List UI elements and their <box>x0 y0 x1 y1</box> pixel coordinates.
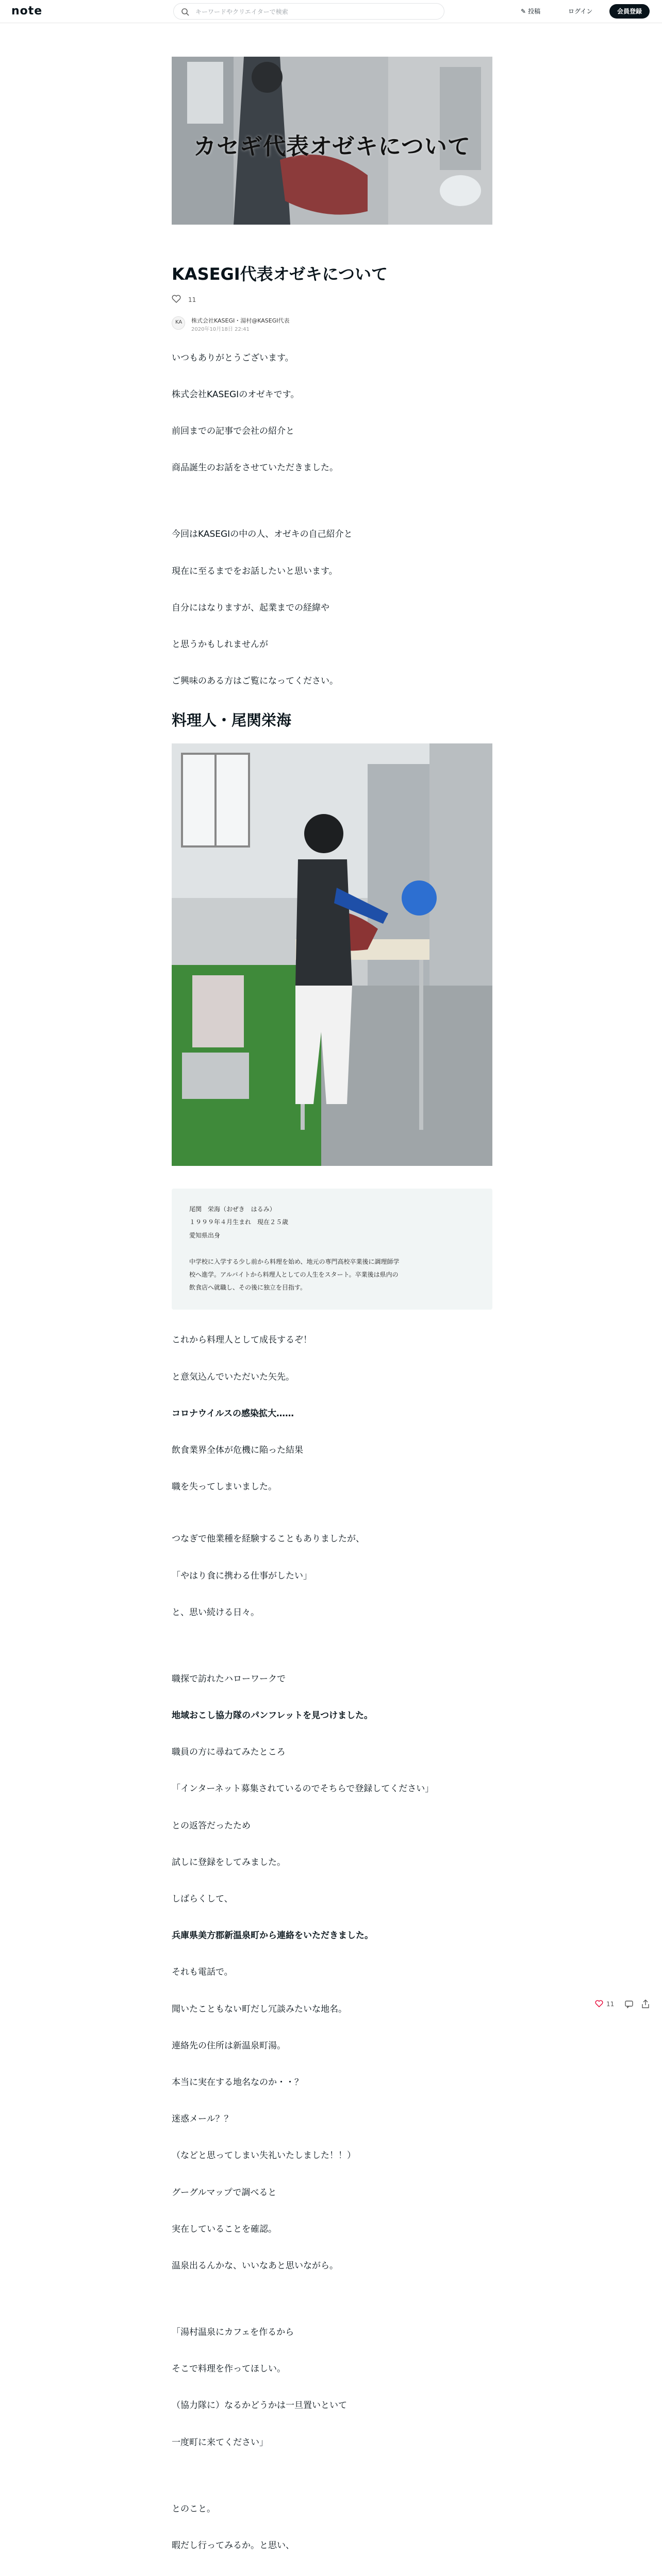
paragraph: そこで料理を作ってほしい。 <box>172 2364 286 2375</box>
paragraph: 「湯村温泉にカフェを作るから <box>172 2327 294 2338</box>
paragraph: 「やはり食に携わる仕事がしたい」 <box>172 1570 312 1581</box>
article-title: KASEGI代表オゼキについて <box>172 264 388 284</box>
paragraph-group-7 <box>172 2502 492 2576</box>
pen-icon: ✎ <box>521 8 526 15</box>
post-date: 2020年10月18日 22:41 <box>191 326 250 332</box>
paragraph: 「インターネット募集されているのでそちらで登録してください」 <box>172 1784 434 1794</box>
paragraph: 迷惑メール？？ <box>172 2114 233 2125</box>
paragraph: 株式会社KASEGIのオゼキです。 <box>172 389 300 400</box>
author-name[interactable]: 株式会社KASEGI・湯村@KASEGI代表 <box>191 317 290 324</box>
paragraph: 職探で訪れたハローワークで <box>172 1673 286 1684</box>
paragraph: グーグルマップで調べると <box>172 2187 277 2198</box>
profile-bio: 校へ進学。アルバイトから料理人としての人生をスタート。卒業後は県内の <box>189 1271 399 1279</box>
search-input[interactable] <box>194 6 434 18</box>
paragraph-group-6 <box>172 2326 492 2450</box>
paragraph: と、思い続ける日々。 <box>172 1607 259 1618</box>
floating-like-count[interactable]: 11 <box>606 2001 615 2008</box>
paragraph: （などと思ってしまい失礼いたしました！！） <box>172 2150 356 2161</box>
paragraph-group-2 <box>172 528 492 688</box>
paragraph: ご興味のある方はご覧になってください。 <box>172 676 338 687</box>
paragraph: 暇だし行ってみるか。と思い、 <box>172 2540 294 2551</box>
paragraph-bold: 地域おこし協力隊のパンフレットを見つけました。 <box>172 1710 373 1721</box>
post-label: 投稿 <box>528 8 541 15</box>
paragraph: 現在に至るまでをお話したいと思います。 <box>172 566 338 577</box>
paragraph: 本当に実在する地名なのか・・？ <box>172 2077 303 2088</box>
share-icon[interactable] <box>641 1999 650 2009</box>
paragraph: 飲食業界全体が危機に陥った結果 <box>172 1445 303 1455</box>
paragraph: とのこと。 <box>172 2503 216 2514</box>
paragraph: しばらくして、 <box>172 1894 233 1905</box>
floating-actions <box>595 1999 657 2010</box>
signup-button[interactable]: 会員登録 <box>609 4 650 19</box>
author-block <box>172 314 492 335</box>
profile-bio: 中学校に入学する少し前から料理を始め、地元の専門高校卒業後に調理師学 <box>189 1258 400 1265</box>
paragraph-bold: コロナウイルスの感染拡大…… <box>172 1408 294 1419</box>
paragraph-bold: 兵庫県美方郡新温泉町から連絡をいただきました。 <box>172 1930 373 1941</box>
profile-bio: 飲食店へ就職し、その後に独立を目指す。 <box>189 1284 307 1292</box>
paragraph: 職員の方に尋ねてみたところ <box>172 1747 286 1758</box>
heart-icon[interactable] <box>595 2000 603 2007</box>
site-header <box>0 0 662 23</box>
profile-name: 尾関 栄海（おぜき はるみ） <box>189 1206 276 1213</box>
paragraph: と意気込んでいただいた矢先。 <box>172 1371 294 1382</box>
paragraph: つなぎで他業種を経験することもありましたが、 <box>172 1534 365 1545</box>
author-avatar[interactable]: KA <box>172 316 185 330</box>
post-button[interactable] <box>521 7 540 15</box>
paragraph: と思うかもしれませんが <box>172 639 268 650</box>
paragraph: （協力隊に）なるかどうかは一旦置いといて <box>172 2400 347 2411</box>
paragraph-group-3 <box>172 1333 492 1494</box>
article-actions <box>172 295 492 305</box>
hero-image <box>172 57 492 225</box>
profile-origin: 愛知県出身 <box>189 1231 221 1239</box>
paragraph: との返答だったため <box>172 1820 251 1831</box>
paragraph: 自分にはなりますが、起業までの経緯や <box>172 602 329 613</box>
profile-box <box>172 1189 492 1310</box>
kitchen-photo-illustration <box>172 743 492 1166</box>
paragraph: 前回までの記事で会社の紹介と <box>172 426 294 436</box>
paragraph: 商品誕生のお話をさせていただきました。 <box>172 463 338 473</box>
search-icon <box>181 8 189 16</box>
paragraph: 今回はKASEGIの中の人、オゼキの自己紹介と <box>172 529 353 540</box>
login-link[interactable]: ログイン <box>568 8 593 15</box>
paragraph: 試しに登録をしてみました。 <box>172 1857 286 1868</box>
paragraph: いつもありがとうございます。 <box>172 352 294 363</box>
paragraph-group-5 <box>172 1672 492 2273</box>
paragraph: これから料理人として成長するぞ！ <box>172 1335 312 1346</box>
search-box[interactable] <box>173 3 444 20</box>
note-logo[interactable]: note <box>11 5 43 18</box>
paragraph: 連絡先の住所は新温泉町湯。 <box>172 2040 286 2051</box>
section-heading-cook: 料理人・尾関栄海 <box>172 711 292 730</box>
kitchen-photo <box>172 743 492 1166</box>
comment-icon[interactable] <box>625 2000 633 2008</box>
paragraph: 一度町に来てください」 <box>172 2437 268 2448</box>
hero-title: カセギ代表オゼキについて <box>193 133 471 160</box>
paragraph-group-4 <box>172 1532 492 1620</box>
paragraph: 職を失ってしまいました。 <box>172 1482 277 1493</box>
paragraph: それも電話で。 <box>172 1967 233 1978</box>
article <box>172 57 492 2576</box>
profile-birth: １９９９年４月生まれ 現在２５歳 <box>189 1218 289 1226</box>
paragraph: 実在していることを確認。 <box>172 2224 277 2234</box>
paragraph-group-1 <box>172 351 492 476</box>
like-count[interactable]: 11 <box>188 296 196 303</box>
heart-icon[interactable] <box>172 295 181 303</box>
paragraph: 温泉出るんかな、いいなあと思いながら。 <box>172 2260 338 2271</box>
paragraph: 聞いたこともない町だし冗談みたいな地名。 <box>172 2004 347 2014</box>
